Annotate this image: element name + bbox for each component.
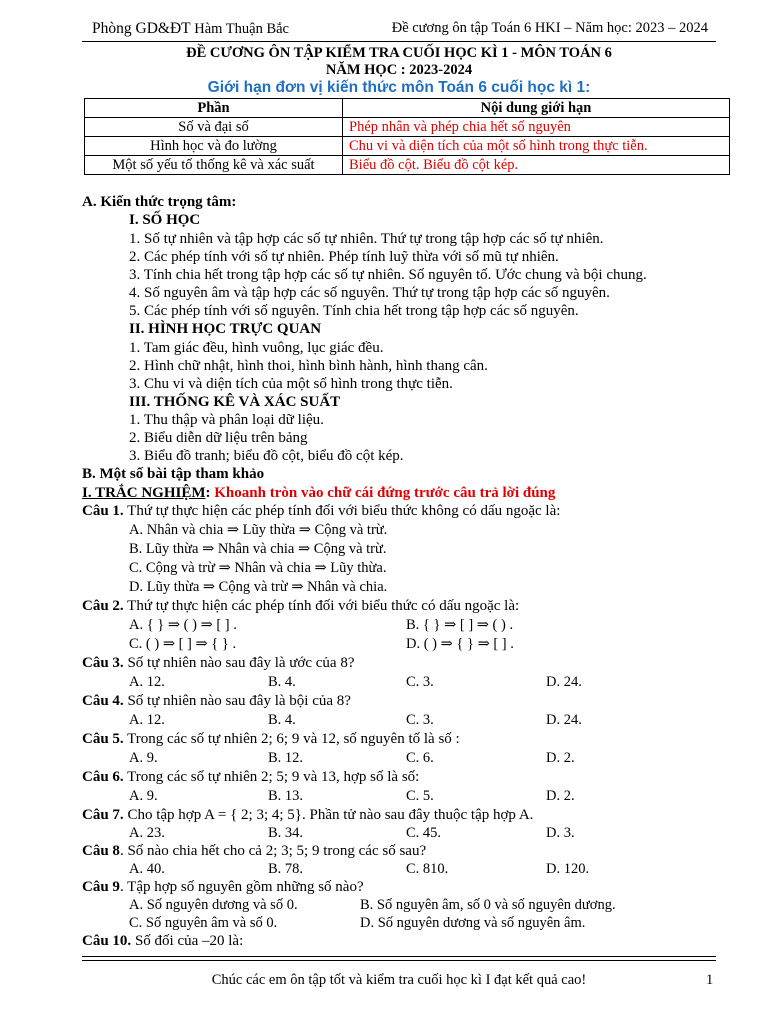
question bbox=[82, 878, 364, 896]
question-label: Câu 10. bbox=[82, 933, 132, 949]
table-cell-part: Hình học và đo lường bbox=[85, 137, 343, 156]
list-item: 2. Hình chữ nhật, hình thoi, hình bình hành, hình thang cân. bbox=[129, 358, 488, 374]
question-text: Trong các số tự nhiên 2; 5; 9 và 13, hợp số là số: bbox=[123, 769, 420, 785]
scope-table bbox=[84, 98, 730, 175]
answer-option[interactable]: D. Lũy thừa ⇒ Cộng và trừ ⇒ Nhân và chia. bbox=[129, 579, 388, 595]
section-a-title: A. Kiến thức trọng tâm: bbox=[82, 194, 237, 210]
answer-option[interactable]: B. 13. bbox=[268, 788, 304, 804]
question-label: Câu 2. bbox=[82, 598, 124, 614]
answer-option[interactable]: B. 12. bbox=[268, 750, 304, 766]
part1-title: I. SỐ HỌC bbox=[129, 212, 201, 228]
table-cell-part: Một số yếu tố thống kê và xác suất bbox=[85, 156, 343, 175]
answer-option[interactable]: C. 6. bbox=[406, 750, 434, 766]
question-label: Câu 6. bbox=[82, 769, 124, 785]
answer-option[interactable]: B. 78. bbox=[268, 861, 304, 877]
header-divider bbox=[82, 41, 716, 42]
question-text: Cho tập hợp A = { 2; 3; 4; 5}. Phần tử nào sau đây thuộc tập hợp A. bbox=[123, 807, 534, 823]
question-text: Thứ tự thực hiện các phép tính đối với biểu thức không có dấu ngoặc là: bbox=[123, 503, 561, 519]
question-label: Câu 9 bbox=[82, 879, 120, 895]
table-cell-content: Phép nhân và phép chia hết số nguyên bbox=[343, 118, 730, 137]
section-b-title: B. Một số bài tập tham khảo bbox=[82, 466, 265, 482]
question-label: Câu 4. bbox=[82, 693, 124, 709]
answer-option[interactable]: B. 4. bbox=[268, 712, 296, 728]
question bbox=[82, 502, 560, 520]
mc-instruction: Khoanh tròn vào chữ cái đứng trước câu trả lời đúng bbox=[214, 485, 556, 501]
answer-option[interactable]: A. { } ⇒ ( ) ⇒ [ ] . bbox=[129, 617, 237, 633]
answer-option[interactable]: A. Số nguyên dương và số 0. bbox=[129, 897, 298, 913]
list-item: 4. Số nguyên âm và tập hợp các số nguyên. Thứ tự trong tập hợp các số nguyên. bbox=[129, 285, 610, 301]
table-cell-part: Số và đại số bbox=[85, 118, 343, 137]
question-text: Số tự nhiên nào sau đây là ước của 8? bbox=[123, 655, 355, 671]
multiple-choice-heading bbox=[82, 484, 555, 502]
question bbox=[82, 806, 533, 824]
question-label: Câu 1. bbox=[82, 503, 124, 519]
question-text: . Tập hợp số nguyên gồm những số nào? bbox=[119, 879, 364, 895]
answer-option[interactable]: D. 120. bbox=[546, 861, 590, 877]
list-item: 1. Số tự nhiên và tập hợp các số tự nhiên. Thứ tự trong tập hợp các số tự nhiên. bbox=[129, 231, 604, 247]
list-item: 2. Các phép tính với số tự nhiên. Phép tính luỹ thừa với số mũ tự nhiên. bbox=[129, 249, 559, 265]
answer-option[interactable]: D. 24. bbox=[546, 674, 582, 690]
answer-option[interactable]: B. Số nguyên âm, số 0 và số nguyên dương. bbox=[360, 897, 616, 913]
answer-option[interactable]: A. 9. bbox=[129, 788, 158, 804]
table-cell-content: Biểu đồ cột. Biểu đồ cột kép. bbox=[343, 156, 730, 175]
question-label: Câu 5. bbox=[82, 731, 124, 747]
answer-option[interactable]: A. 12. bbox=[129, 712, 165, 728]
answer-option[interactable]: A. 9. bbox=[129, 750, 158, 766]
question bbox=[82, 842, 426, 860]
question bbox=[82, 692, 351, 710]
answer-option[interactable]: A. Nhân và chia ⇒ Lũy thừa ⇒ Cộng và trừ. bbox=[129, 522, 388, 538]
answer-option[interactable]: C. 45. bbox=[406, 825, 442, 841]
table-row bbox=[85, 118, 730, 137]
list-item: 5. Các phép tính với số nguyên. Tính chia hết trong tập hợp các số nguyên. bbox=[129, 303, 579, 319]
page-header bbox=[82, 20, 716, 42]
question-label: Câu 3. bbox=[82, 655, 124, 671]
answer-option[interactable]: C. 3. bbox=[406, 712, 434, 728]
answer-option[interactable]: D. 3. bbox=[546, 825, 575, 841]
answer-option[interactable]: C. 5. bbox=[406, 788, 434, 804]
table-header-row bbox=[85, 99, 730, 118]
answer-option[interactable]: D. ( ) ⇒ { } ⇒ [ ] . bbox=[406, 636, 514, 652]
mc-colon: : bbox=[205, 485, 215, 501]
question-label: Câu 8 bbox=[82, 843, 120, 859]
question-text: Thứ tự thực hiện các phép tính đối với biểu thức có dấu ngoặc là: bbox=[123, 598, 520, 614]
part3-title: III. THỐNG KÊ VÀ XÁC SUẤT bbox=[129, 394, 341, 410]
answer-option[interactable]: A. 40. bbox=[129, 861, 165, 877]
answer-option[interactable]: C. 3. bbox=[406, 674, 434, 690]
question-text: Số tự nhiên nào sau đây là bội của 8? bbox=[123, 693, 351, 709]
answer-option[interactable]: B. Lũy thừa ⇒ Nhân và chia ⇒ Cộng và trừ. bbox=[129, 541, 387, 557]
question-text: . Số nào chia hết cho cả 2; 3; 5; 9 trong các số sau? bbox=[119, 843, 427, 859]
part2-title: II. HÌNH HỌC TRỰC QUAN bbox=[129, 321, 322, 337]
table-header-cell: Nội dung giới hạn bbox=[343, 99, 730, 118]
answer-option[interactable]: B. 34. bbox=[268, 825, 304, 841]
footer-message: Chúc các em ôn tập tốt và kiểm tra cuối học kì I đạt kết quả cao! bbox=[211, 972, 587, 988]
answer-option[interactable]: D. 24. bbox=[546, 712, 582, 728]
list-item: 2. Biểu diễn dữ liệu trên bảng bbox=[129, 430, 308, 446]
question bbox=[82, 597, 519, 615]
list-item: 1. Tam giác đều, hình vuông, lục giác đều. bbox=[129, 340, 384, 356]
answer-option[interactable]: C. Số nguyên âm và số 0. bbox=[129, 915, 278, 931]
answer-option[interactable]: B. { } ⇒ [ ] ⇒ ( ) . bbox=[406, 617, 514, 633]
answer-option[interactable]: C. 810. bbox=[406, 861, 449, 877]
answer-option[interactable]: A. 12. bbox=[129, 674, 165, 690]
answer-option[interactable]: D. 2. bbox=[546, 750, 575, 766]
header-school-dept: Phòng GD&ĐT bbox=[92, 20, 191, 37]
question bbox=[82, 730, 460, 748]
school-year-title: NĂM HỌC : 2023-2024 bbox=[325, 62, 473, 78]
question-text: Số đối của –20 là: bbox=[131, 933, 244, 949]
question-label: Câu 7. bbox=[82, 807, 124, 823]
document-title: ĐỀ CƯƠNG ÔN TẬP KIỂM TRA CUỐI HỌC KÌ 1 - MÔN TOÁN 6 bbox=[186, 45, 612, 61]
header-school-district: Hàm Thuận Bắc bbox=[190, 21, 289, 37]
list-item: 3. Chu vi và diện tích của một số hình trong thực tiễn. bbox=[129, 376, 453, 392]
page-number: 1 bbox=[706, 972, 714, 988]
mc-label: I. TRẮC NGHIỆM bbox=[82, 485, 206, 501]
table-row bbox=[85, 137, 730, 156]
question bbox=[82, 768, 419, 786]
scope-subtitle: Giới hạn đơn vị kiến thức môn Toán 6 cuối học kì 1: bbox=[207, 79, 591, 96]
answer-option[interactable]: D. 2. bbox=[546, 788, 575, 804]
table-row bbox=[85, 156, 730, 175]
header-doc-title: Đề cương ôn tập Toán 6 HKI – Năm học: 2023 – 2024 bbox=[391, 20, 708, 36]
answer-option[interactable]: C. Cộng và trừ ⇒ Nhân và chia ⇒ Lũy thừa. bbox=[129, 560, 387, 576]
answer-option[interactable]: A. 23. bbox=[129, 825, 165, 841]
question bbox=[82, 932, 243, 950]
table-header-cell: Phần bbox=[85, 99, 343, 118]
list-item: 3. Tính chia hết trong tập hợp các số tự nhiên. Số nguyên tố. Ước chung và bội chung. bbox=[129, 267, 647, 283]
list-item: 1. Thu thập và phân loại dữ liệu. bbox=[129, 412, 324, 428]
footer-divider bbox=[82, 956, 716, 957]
answer-option[interactable]: B. 4. bbox=[268, 674, 296, 690]
answer-option[interactable]: C. ( ) ⇒ [ ] ⇒ { } . bbox=[129, 636, 237, 652]
question bbox=[82, 654, 354, 672]
answer-option[interactable]: D. Số nguyên dương và số nguyên âm. bbox=[360, 915, 586, 931]
list-item: 3. Biểu đồ tranh; biểu đồ cột, biểu đồ cột kép. bbox=[129, 448, 404, 464]
header-school bbox=[92, 20, 289, 38]
footer-divider bbox=[82, 960, 716, 961]
question-text: Trong các số tự nhiên 2; 6; 9 và 12, số nguyên tố là số : bbox=[123, 731, 460, 747]
table-cell-content: Chu vi và diện tích của một số hình trong thực tiễn. bbox=[343, 137, 730, 156]
